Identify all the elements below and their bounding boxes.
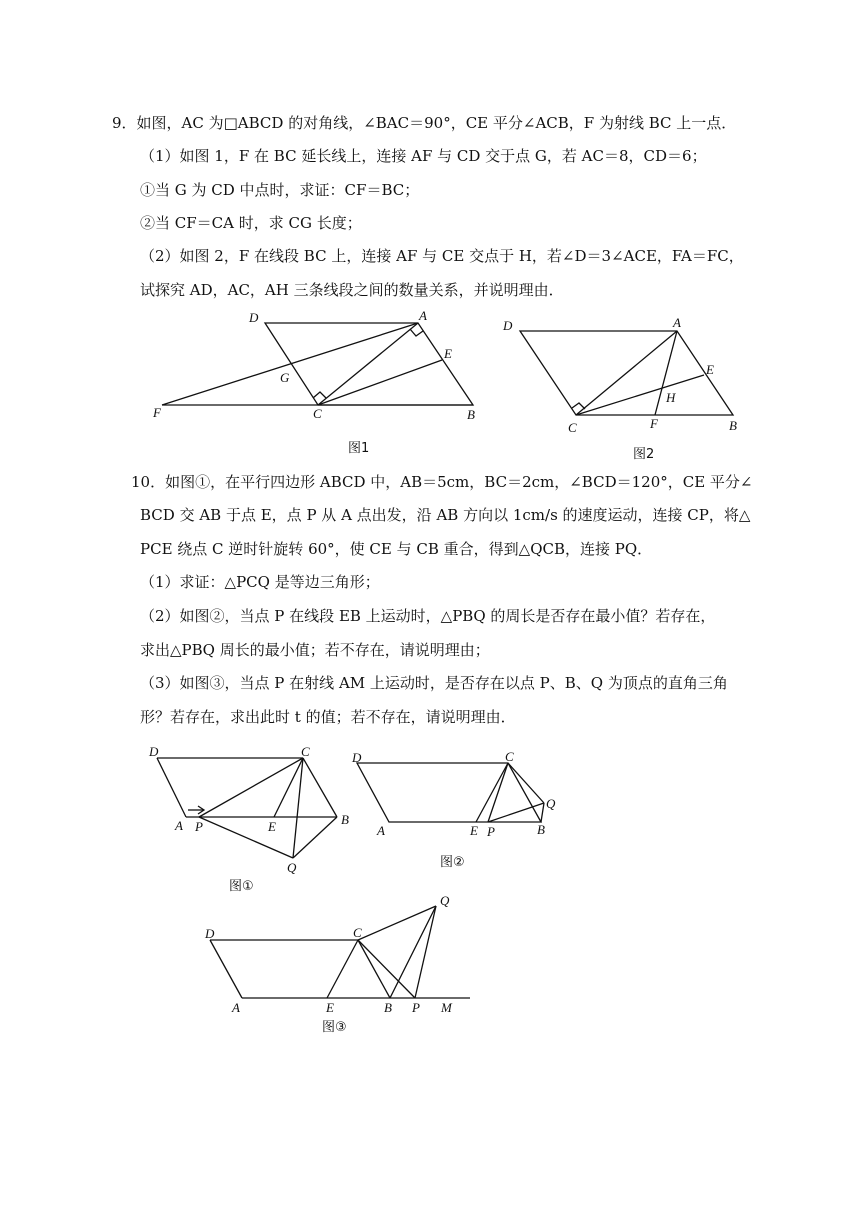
right-angle-mark-c xyxy=(572,403,585,409)
q10-part2-line2: 求出△PBQ 周长的最小值；若不存在，请说明理由； xyxy=(140,641,490,659)
segment-da xyxy=(157,758,186,817)
q10-figure-2 xyxy=(345,742,570,872)
q9-part2-line1: （2）如图 2，F 在线段 BC 上，连接 AF 与 CE 交点于 H，若∠D＝3∠ACE，FA＝FC， xyxy=(140,247,744,265)
segment-cp xyxy=(358,940,415,998)
figure-2-caption: 图2 xyxy=(633,447,655,462)
figure-3-caption: 图③ xyxy=(322,1020,347,1035)
q10-stem-line2: BCD 交 AB 于点 E，点 P 从 A 点出发，沿 AB 方向以 1cm/s 的速度运动，连接 CP，将△ xyxy=(140,506,751,524)
q10-stem-line1: 10．如图①，在平行四边形 ABCD 中，AB＝5cm，BC＝2cm，∠BCD＝120°，CE 平分∠ xyxy=(131,473,753,491)
label-p: P xyxy=(412,1000,420,1015)
segment-ce xyxy=(476,763,508,822)
label-p: P xyxy=(195,819,203,834)
q10-part1: （1）求证：△PCQ 是等边三角形； xyxy=(140,573,380,591)
figure-1-caption: 图① xyxy=(229,879,254,894)
segment-cb xyxy=(303,758,337,817)
label-h: H xyxy=(666,390,676,405)
label-d: D xyxy=(503,318,513,333)
label-q: Q xyxy=(546,796,556,811)
segment-pq xyxy=(415,906,436,998)
segment-cq xyxy=(508,763,544,803)
segment-bq xyxy=(541,803,544,822)
label-e: E xyxy=(326,1000,334,1015)
segment-bq xyxy=(293,817,337,858)
q9-figure-1 xyxy=(145,305,485,460)
label-a: A xyxy=(419,308,427,323)
label-c: C xyxy=(313,406,322,421)
q9-part1-b: ②当 CF＝CA 时，求 CG 长度； xyxy=(140,214,362,232)
segment-ce xyxy=(318,360,442,405)
label-e: E xyxy=(706,362,714,377)
label-f: F xyxy=(153,405,161,420)
q9-stem: 9．如图，AC 为□ABCD 的对角线，∠BAC＝90°，CE 平分∠ACB，F 为射线 BC 上一点． xyxy=(112,114,737,132)
label-q: Q xyxy=(287,860,297,875)
label-g: G xyxy=(280,370,290,385)
q10-figure-1 xyxy=(140,738,360,903)
label-q: Q xyxy=(440,893,450,908)
label-f: F xyxy=(650,416,658,431)
figure-1-caption: 图1 xyxy=(348,441,370,456)
figure-2-caption: 图② xyxy=(440,855,465,870)
q9-part1-a: ①当 G 为 CD 中点时，求证：CF＝BC； xyxy=(140,181,420,199)
segment-cb xyxy=(358,940,390,998)
q10-figure-3 xyxy=(195,888,495,1038)
label-e: E xyxy=(268,819,276,834)
label-a: A xyxy=(673,315,681,330)
q9-part1: （1）如图 1，F 在 BC 延长线上，连接 AF 与 CD 交于点 G，若 AC＝8，CD＝6； xyxy=(140,147,707,165)
label-d: D xyxy=(249,310,259,325)
label-c: C xyxy=(568,420,577,435)
label-a: A xyxy=(175,818,183,833)
label-a: A xyxy=(232,1000,240,1015)
q9-part2-line2: 试探究 AD，AC，AH 三条线段之间的数量关系，并说明理由． xyxy=(140,281,564,299)
label-b: B xyxy=(537,822,545,837)
label-d: D xyxy=(352,750,362,765)
label-e: E xyxy=(470,823,478,838)
label-m: M xyxy=(441,1000,452,1015)
segment-cp xyxy=(199,758,303,817)
segment-da xyxy=(210,940,242,998)
label-b: B xyxy=(467,407,475,422)
segment-cq xyxy=(358,906,436,940)
segment-ac xyxy=(318,323,418,405)
label-e: E xyxy=(444,346,452,361)
segment-ce xyxy=(576,375,704,415)
segment-ac xyxy=(576,331,677,415)
label-b: B xyxy=(729,418,737,433)
segment-ce xyxy=(327,940,358,998)
label-d: D xyxy=(205,926,215,941)
segment-cq xyxy=(293,758,303,858)
label-c: C xyxy=(505,749,514,764)
q9-figure-2 xyxy=(495,312,750,467)
label-p: P xyxy=(487,824,495,839)
label-c: C xyxy=(301,744,310,759)
label-c: C xyxy=(353,925,362,940)
segment-cp xyxy=(488,763,508,822)
segment-af xyxy=(162,323,418,405)
label-d: D xyxy=(149,744,159,759)
right-angle-mark-c xyxy=(313,392,326,398)
segment-bq xyxy=(390,906,436,998)
right-angle-mark-a xyxy=(410,329,423,336)
label-a: A xyxy=(377,823,385,838)
label-b: B xyxy=(341,812,349,827)
q10-part3-line2: 形？若存在，求出此时 t 的值；若不存在，请说明理由． xyxy=(140,708,516,726)
q10-part2-line1: （2）如图②，当点 P 在线段 EB 上运动时，△PBQ 的周长是否存在最小值？若存在， xyxy=(140,607,716,625)
label-b: B xyxy=(384,1000,392,1015)
q10-stem-line3: PCE 绕点 C 逆时针旋转 60°，使 CE 与 CB 重合，得到△QCB，连接 PQ． xyxy=(140,540,653,558)
q10-part3-line1: （3）如图③，当点 P 在射线 AM 上运动时，是否存在以点 P、B、Q 为顶点的直角三角 xyxy=(140,674,728,692)
segment-pq xyxy=(199,817,293,858)
